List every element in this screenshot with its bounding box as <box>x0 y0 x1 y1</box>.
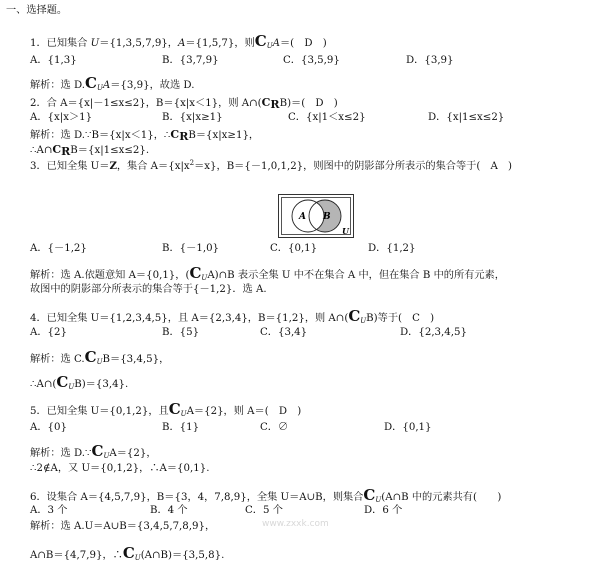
q4-option-b: B．{5} <box>162 327 200 338</box>
q6-option-a: A．3 个 <box>30 505 68 516</box>
q2-option-c: C．{x|1＜x≤2} <box>288 112 366 123</box>
q2-analysis-line2: $\therefore A\cap C_RB=\{x|1\le x\le 2\}$. <box>30 143 150 158</box>
complement-symbol: C <box>261 96 271 109</box>
q3-option-a: A．{－1,2} <box>30 243 87 254</box>
q5-analysis-line1: 解析：选 $D.\because C_UA=\{2\}$， <box>30 442 157 460</box>
complement-symbol: C <box>122 544 135 562</box>
q5-analysis-line2: ∴2∉A，又 U＝{0,1,2}，∴A＝{0,1}. <box>30 463 210 474</box>
q2-stem: 2．合 A＝{x|－1≤x≤2}，B＝{x|x＜1}，则 $A\cap(C_RB)=$( D ) <box>30 96 338 111</box>
section-title: 一、选择题。 <box>6 5 68 16</box>
q1-option-d: D．{3,9} <box>406 55 454 66</box>
q4-option-a: A．{2} <box>30 327 67 338</box>
complement-symbol: C <box>84 348 97 366</box>
q5-option-c: C．∅ <box>260 422 289 433</box>
q4-option-d: D．{2,3,4,5} <box>400 327 467 338</box>
q2-option-b: B．{x|x≥1} <box>162 112 223 123</box>
complement-symbol: C <box>85 74 97 92</box>
q4-stem: 4．已知全集 U＝{1,2,3,4,5}，且 A＝{2,3,4}，B＝{1,2}，则 $A\cap(C_UB)$等于( C ) <box>30 307 435 325</box>
q1-option-a: A．{1,3} <box>30 55 77 66</box>
complement-symbol: C <box>56 373 69 391</box>
q4-option-c: C．{3,4} <box>260 327 308 338</box>
q5-option-d: D．{0,1} <box>384 422 432 433</box>
q1-stem: 1．已知集合 U＝{1,3,5,7,9}，A＝{1,5,7}，则$C_UA=$( D ) <box>30 32 327 50</box>
q4-analysis-line1: 解析：选 $C.C_UB=\{3,4,5\}$， <box>30 348 170 366</box>
complement-symbol: C <box>348 307 361 325</box>
venn-label-a: A <box>299 212 306 222</box>
q1-analysis: 解析：选 $D.C_UA=\{3,9\}$，故选 D. <box>30 74 195 92</box>
watermark: www.zxxk.com <box>262 519 329 529</box>
q3-analysis-line1: 解析：选 A.依题意知 A＝{0,1}，$(C_UA)\cap B$ 表示全集 U 中不在集合 A 中，但在集合 B 中的所有元素， <box>30 264 505 282</box>
q3-option-c: C．{0,1} <box>270 243 318 254</box>
q6-option-c: C．5 个 <box>245 505 283 516</box>
q6-stem: 6．设集合 A＝{4,5,7,9}，B＝{3，4，7,8,9}，全集 U＝A∪B，则集合$C_U(A\cap B$ 中的元素共有( ) <box>30 486 502 504</box>
q2-option-d: D．{x|1≤x≤2} <box>428 112 505 123</box>
q1-option-b: B．{3,7,9} <box>162 55 219 66</box>
complement-symbol: C <box>52 143 62 156</box>
q6-analysis-line2: A∩B＝{4,7,9}，$\therefore C_U(A\cap B)=\{3,5,8\}$. <box>30 544 225 562</box>
complement-symbol: C <box>189 264 202 282</box>
complement-symbol: C <box>363 486 376 504</box>
venn-label-u: U <box>342 226 349 236</box>
q3-stem: 3．已知全集 U＝Z，集合 $A=\{x|x^2=x\}$，B＝{－1,0,1,2}，则图中的阴影部分所表示的集合等于( A ) <box>30 159 513 172</box>
complement-symbol: C <box>168 400 181 418</box>
q1-option-c: C．{3,5,9} <box>283 55 340 66</box>
venn-svg <box>279 195 353 237</box>
venn-diagram <box>278 194 354 238</box>
q2-option-a: A．{x|x＞1} <box>30 112 93 123</box>
complement-symbol: C <box>91 442 104 460</box>
q3-option-d: D．{1,2} <box>368 243 416 254</box>
q5-option-b: B．{1} <box>162 422 200 433</box>
q3-analysis-line2: 故图中的阴影部分所表示的集合等于{－1,2}．选 A. <box>30 284 267 295</box>
complement-symbol: C <box>254 32 267 50</box>
complement-symbol: C <box>170 128 180 141</box>
q6-option-d: D．6 个 <box>364 505 403 516</box>
q6-analysis-line1: 解析：选 A.U＝A∪B＝{3,4,5,7,8,9}， <box>30 521 216 532</box>
q5-stem: 5．已知全集 U＝{0,1,2}，且$C_UA=\{2\}$，则 A＝( D ) <box>30 400 302 418</box>
q3-option-b: B．{－1,0} <box>162 243 220 254</box>
q4-analysis-line2: $\therefore A\cap(C_UB)=\{3,4\}$. <box>30 373 129 391</box>
venn-label-b: B <box>323 212 331 222</box>
q2-analysis-line1: 解析：选 D.∵B＝{x|x＜1}，$\therefore C_RB=\{x|x\ge 1\}$， <box>30 128 260 143</box>
q6-option-b: B．4 个 <box>150 505 188 516</box>
q5-option-a: A．{0} <box>30 422 67 433</box>
